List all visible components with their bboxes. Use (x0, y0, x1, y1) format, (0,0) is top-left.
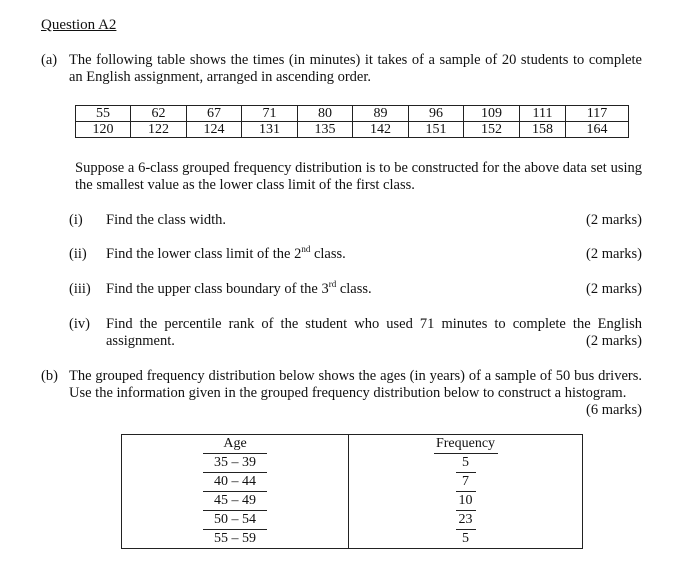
question-text: Find the percentile rank of the student who used 71 minutes to complete the English assignment. (106, 316, 642, 349)
table-cell: 117 (566, 106, 629, 122)
table-cell: 111 (520, 106, 566, 122)
age-cell: 35 – 39 (122, 454, 349, 473)
age-cell: 45 – 49 (122, 492, 349, 511)
ordinal-suffix: nd (301, 244, 311, 255)
part-a-label: (a) (41, 52, 58, 68)
table-header-row (122, 435, 583, 455)
table-cell: 71 (242, 106, 298, 122)
question-text: Find the class width. (106, 212, 227, 228)
table-cell: 152 (464, 122, 520, 138)
age-table-wrapper (121, 434, 583, 549)
times-table (75, 105, 629, 138)
table-cell: 124 (187, 122, 242, 138)
question-marks: (2 marks) (586, 281, 642, 297)
frequency-cell: 23 (349, 511, 583, 530)
question-number: (ii) (69, 246, 87, 262)
table-cell: 122 (131, 122, 187, 138)
table-cell: 164 (566, 122, 629, 138)
suppose-text: Suppose a 6-class grouped frequency distribution is to be constructed for the above data set using the smallest value as the lower class limit of the first class. (75, 160, 642, 193)
table-cell: 131 (242, 122, 298, 138)
frequency-cell: 5 (349, 454, 583, 473)
part-a-intro: The following table shows the times (in minutes) it takes of a sample of 20 students to complete an English assignment, arranged in ascending order. (69, 52, 642, 85)
question-marks: (2 marks) (586, 212, 642, 228)
question-number: (i) (69, 212, 83, 228)
times-table-row-2 (76, 122, 629, 138)
age-cell: 55 – 59 (122, 530, 349, 549)
table-cell: 109 (464, 106, 520, 122)
age-cell: 50 – 54 (122, 511, 349, 530)
table-cell: 55 (76, 106, 131, 122)
question-text-end: class. (336, 281, 372, 297)
frequency-cell: 5 (349, 530, 583, 549)
question-title: Question A2 (41, 17, 117, 33)
table-cell: 158 (520, 122, 566, 138)
question-number: (iii) (69, 281, 91, 297)
table-row (122, 473, 583, 492)
frequency-header: Frequency (349, 435, 583, 455)
table-row (122, 511, 583, 530)
question-marks: (2 marks) (586, 333, 642, 349)
table-cell: 67 (187, 106, 242, 122)
table-cell: 135 (298, 122, 353, 138)
table-cell: 89 (353, 106, 409, 122)
age-frequency-table (121, 434, 583, 549)
frequency-cell: 10 (349, 492, 583, 511)
frequency-cell: 7 (349, 473, 583, 492)
table-cell: 96 (409, 106, 464, 122)
age-cell: 40 – 44 (122, 473, 349, 492)
question-text-wrap (106, 281, 372, 298)
question-text-end: class. (310, 246, 346, 262)
age-header: Age (122, 435, 349, 455)
part-b-marks: (6 marks) (586, 402, 642, 418)
question-iv (69, 316, 642, 352)
table-row (122, 530, 583, 549)
ordinal-suffix: rd (328, 279, 337, 290)
question-text: Find the upper class boundary of the 3 (106, 281, 329, 297)
question-text-wrap (106, 246, 346, 263)
table-row (122, 492, 583, 511)
part-b-text: The grouped frequency distribution below shows the ages (in years) of a sample of 50 bus drivers. Use the information given in the grouped frequency distribution below to construct a histogram. (69, 368, 642, 401)
question-number: (iv) (69, 316, 90, 332)
part-b-block (69, 368, 642, 422)
table-cell: 120 (76, 122, 131, 138)
table-cell: 142 (353, 122, 409, 138)
table-cell: 80 (298, 106, 353, 122)
times-table-wrapper (75, 105, 629, 138)
times-table-row-1 (76, 106, 629, 122)
question-marks: (2 marks) (586, 246, 642, 262)
table-cell: 151 (409, 122, 464, 138)
part-b-label: (b) (41, 368, 58, 384)
question-text: Find the lower class limit of the 2 (106, 246, 302, 262)
table-cell: 62 (131, 106, 187, 122)
table-row (122, 454, 583, 473)
